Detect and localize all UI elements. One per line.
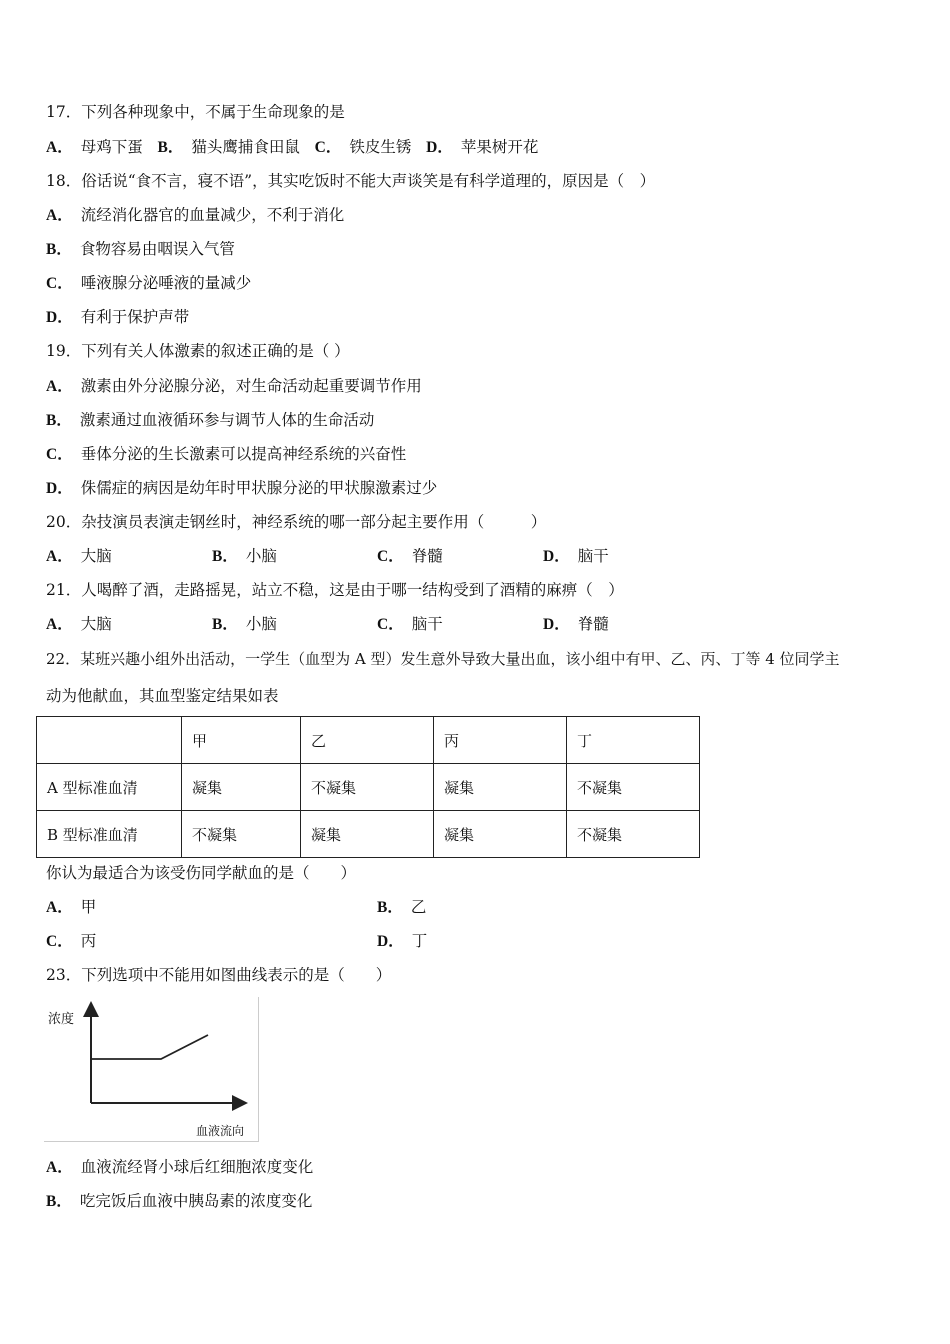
q23-option-a: A． 血液流经肾小球后红细胞浓度变化 [46,1158,314,1176]
table-cell: 乙 [301,717,434,764]
table-cell: 不凝集 [301,764,434,811]
q20-option-c: C． 脊髓 [377,547,443,565]
table-cell: 凝集 [301,811,434,858]
q23-stem: 23．下列选项中不能用如图曲线表示的是（ ） [46,966,392,984]
q19-option-c: C． 垂体分泌的生长激素可以提高神经系统的兴奋性 [46,445,407,463]
x-axis-label: 血液流向 [196,1124,245,1138]
table-cell: 凝集 [434,764,567,811]
q18-option-a: A． 流经消化器官的血量减少，不利于消化 [46,206,345,224]
table-cell: B 型标准血清 [37,811,182,858]
table-row [37,764,700,811]
q18-option-b: B． 食物容易由咽误入气管 [46,240,235,258]
q18-option-c: C． 唾液腺分泌唾液的量减少 [46,274,252,292]
q19-option-a: A． 激素由外分泌腺分泌，对生命活动起重要调节作用 [46,377,422,395]
table-cell: 不凝集 [567,764,700,811]
q22-question: 你认为最适合为该受伤同学献血的是（ ） [46,864,357,882]
q22-option-c: C． 丙 [46,932,97,950]
q22-stem-line1: 22．某班兴趣小组外出活动，一学生（血型为 A 型）发生意外导致大量出血，该小组中有甲、乙、丙、丁等 4 位同学主 [46,650,840,668]
q21-option-d: D． 脊髓 [543,615,609,633]
concentration-curve [91,1035,208,1059]
q18-option-d: D． 有利于保护声带 [46,308,190,326]
q21-option-b: B． 小脑 [212,615,277,633]
table-header-row [37,717,700,764]
table-cell: 凝集 [434,811,567,858]
q19-option-d: D． 侏儒症的病因是幼年时甲状腺分泌的甲状腺激素过少 [46,479,438,497]
q20-option-b: B． 小脑 [212,547,277,565]
table-row [37,811,700,858]
table-cell: 不凝集 [567,811,700,858]
q22-option-d: D． 丁 [377,932,428,950]
q22-stem-line2: 动为他献血，其血型鉴定结果如表 [46,687,279,705]
table-cell: 凝集 [182,764,301,811]
concentration-graph [44,997,259,1142]
q21-stem: 21．人喝醉了酒，走路摇晃，站立不稳，这是由于哪一结构受到了酒精的麻痹（ ） [46,581,624,599]
blood-type-table [36,716,700,858]
q17-stem: 17．下列各种现象中，不属于生命现象的是 [46,103,345,121]
table-cell: 丙 [434,717,567,764]
table-cell: 甲 [182,717,301,764]
table-cell: 丁 [567,717,700,764]
q20-option-d: D． 脑干 [543,547,609,565]
y-axis-label: 浓度 [48,1012,75,1027]
q17-options: A． 母鸡下蛋 B． 猫头鹰捕食田鼠 C． 铁皮生锈 D． 苹果树开花 [46,138,539,156]
q18-stem: 18．俗话说“食不言，寝不语”，其实吃饭时不能大声谈笑是有科学道理的，原因是（ ） [46,172,656,190]
q22-option-a: A． 甲 [46,898,97,916]
q20-option-a: A． 大脑 [46,547,112,565]
q19-stem: 19．下列有关人体激素的叙述正确的是（ ） [46,342,350,360]
graph-svg [44,997,258,1141]
table-cell: A 型标准血清 [37,764,182,811]
q20-stem: 20．杂技演员表演走钢丝时，神经系统的哪一部分起主要作用（ ） [46,513,547,531]
q22-option-b: B． 乙 [377,898,427,916]
q21-option-c: C． 脑干 [377,615,443,633]
q19-option-b: B． 激素通过血液循环参与调节人体的生命活动 [46,411,375,429]
q21-option-a: A． 大脑 [46,615,112,633]
table-cell [37,717,182,764]
q23-option-b: B． 吃完饭后血液中胰岛素的浓度变化 [46,1192,313,1210]
table-cell: 不凝集 [182,811,301,858]
